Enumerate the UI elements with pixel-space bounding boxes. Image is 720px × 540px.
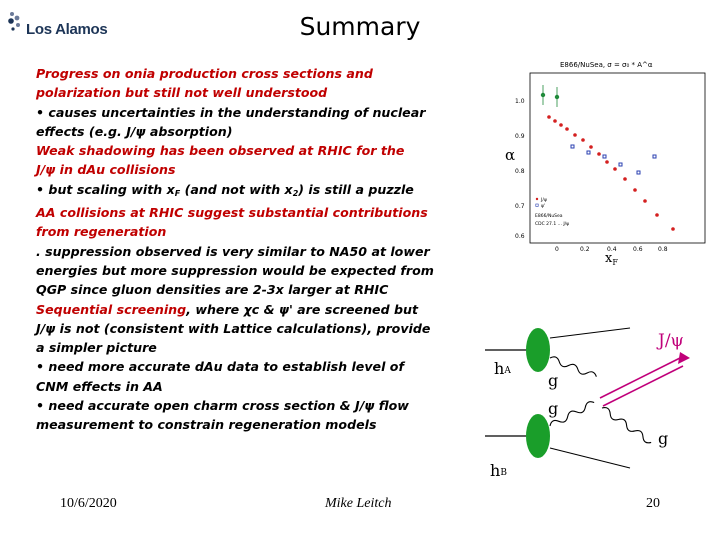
jpsi-line: [600, 358, 680, 398]
legend-swatch: [536, 204, 538, 206]
text-line: polarization but still not well understood: [36, 85, 328, 101]
text-line: J/ψ in dAu collisions: [36, 162, 176, 178]
data-point: [541, 93, 545, 97]
gluon-line-out: [600, 406, 653, 445]
legend-swatch: [536, 198, 538, 200]
legend-entry: CDC 27.1 ... J/ψ: [535, 222, 570, 227]
x-tick-label: 0: [555, 246, 559, 253]
text-line: J/ψ is not (consistent with Lattice calculations), provide: [36, 320, 431, 336]
text-line: • need accurate open charm cross section & J/ψ flow: [36, 398, 409, 414]
page-title: Summary: [299, 12, 421, 41]
text-line: • but scaling with $x_F$ (and not with $x_2$) is still a puzzle: [36, 181, 414, 198]
spectator-line: [550, 328, 630, 338]
text-line: . suppression observed is very similar to NA50 at lower: [36, 243, 430, 259]
summary-text: [36, 64, 476, 435]
y-tick-label: 0.9: [515, 133, 525, 140]
gluon-fusion-diagram: [480, 318, 715, 488]
data-point: [633, 188, 637, 192]
data-point: [581, 138, 585, 142]
logo-text: Los Alamos: [26, 21, 108, 38]
data-point: [671, 227, 675, 231]
spectator-line: [550, 448, 630, 468]
text-line: AA collisions at RHIC suggest substantial contributions: [36, 205, 428, 221]
data-point: [605, 160, 609, 164]
text-line: from regeneration: [36, 224, 167, 240]
x-tick-label: 0.8: [658, 246, 668, 253]
y-axis-label: α: [505, 146, 516, 164]
label-jpsi: J/ψ: [658, 331, 684, 351]
text-line: QGP since gluon densities are 2-3x larger at RHIC: [36, 282, 389, 298]
label-g: g: [548, 399, 559, 418]
jpsi-line: [603, 366, 683, 406]
text-line: Progress on onia production cross sections and: [36, 66, 373, 81]
legend-entry: J/ψ: [541, 198, 547, 203]
x-tick-label: 0.4: [607, 246, 617, 253]
text-line: Sequential screening, where χc & ψ' are screened but: [36, 301, 418, 317]
label-hA: hA: [494, 359, 511, 378]
arrow-icon: [678, 352, 690, 364]
data-point: [643, 199, 647, 203]
text-line: a simpler picture: [36, 340, 157, 356]
hadron-a-blob: [526, 328, 550, 372]
x-tick-label: 0.2: [580, 246, 590, 253]
data-point: [597, 152, 601, 156]
hadron-b-blob: [526, 414, 550, 458]
data-point: [587, 151, 590, 154]
legend-entry: E866/NuSea: [535, 214, 563, 219]
text-line: CNM effects in AA: [36, 378, 163, 394]
footer-date: 10/6/2020: [60, 496, 117, 511]
y-tick-label: 1.0: [515, 98, 525, 105]
y-tick-label: 0.8: [515, 168, 525, 175]
footer-author: Mike Leitch: [325, 496, 392, 511]
data-point: [623, 177, 627, 181]
label-hB: hB: [490, 461, 507, 480]
plot-legend: [535, 197, 569, 227]
x-tick-label: 0.6: [633, 246, 643, 253]
alpha-vs-xf-plot: [495, 55, 715, 270]
y-tick-label: 0.6: [515, 233, 525, 240]
data-point: [573, 133, 577, 137]
label-g: g: [658, 429, 669, 448]
text-line: • causes uncertainties in the understanding of nuclear: [36, 104, 426, 120]
legend-entry: ψ': [541, 204, 546, 209]
page-number: 20: [646, 496, 660, 511]
data-point: [613, 167, 617, 171]
data-point: [619, 163, 622, 166]
text-line: measurement to constrain regeneration models: [36, 417, 377, 433]
data-point: [653, 155, 656, 158]
data-point: [637, 171, 640, 174]
x-axis-label: $x_F$: [605, 251, 618, 267]
data-point: [589, 145, 593, 149]
text-line: energies but more suppression would be expected from: [36, 262, 434, 278]
data-points-green: [541, 85, 559, 107]
label-g: g: [548, 371, 559, 390]
data-point: [565, 127, 569, 131]
y-tick-label: 0.7: [515, 203, 525, 210]
plot-header: E866/NuSea, σ = σ₀ * A^α: [560, 61, 653, 69]
y-ticks: [515, 98, 525, 240]
data-point: [559, 123, 563, 127]
text-line: Weak shadowing has been observed at RHIC for the: [36, 143, 405, 159]
data-point: [603, 155, 606, 158]
data-point: [571, 145, 574, 148]
data-points-red: [547, 115, 675, 231]
data-point: [555, 95, 559, 99]
text-line: • need more accurate dAu data to establish level of: [36, 359, 404, 375]
data-point: [553, 119, 557, 123]
data-point: [655, 213, 659, 217]
text-line: effects (e.g. J/ψ absorption): [36, 123, 233, 139]
data-point: [547, 115, 551, 119]
